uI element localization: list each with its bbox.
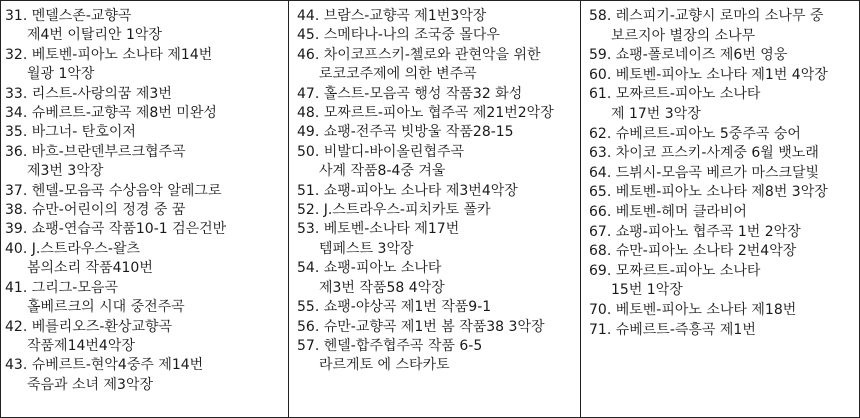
entry-first-line (589, 144, 859, 164)
music-entry (5, 85, 288, 104)
entry-first-line (589, 223, 859, 243)
entry-number: 44. (297, 8, 320, 24)
entry-first-line (589, 7, 859, 27)
entry-first-line (589, 301, 859, 321)
music-entry (589, 7, 859, 46)
entry-number: 69. (589, 262, 612, 279)
entry-title: 슈만-피아노 소나타 2번4악장 (615, 243, 797, 260)
music-entry (5, 220, 288, 239)
entry-first-line (297, 26, 580, 45)
entry-first-line (589, 85, 859, 105)
entry-title: 모짜르트-피아노 협주곡 제21번2악장 (323, 105, 554, 122)
entry-number: 43. (5, 357, 28, 374)
entry-title: 쇼팽-야상곡 제1번 작품9-1 (323, 299, 492, 316)
entry-first-line (589, 262, 859, 282)
entry-continuation-line: 15번 1악장 (611, 282, 683, 299)
entry-title: 비발디-바이올린협주곡 (323, 143, 465, 160)
music-entry (589, 66, 859, 86)
entry-title: 슈베르트-현악4중주 제14번 (31, 357, 204, 374)
entry-first-line (5, 143, 288, 162)
entry-continuation-line: 보르지아 별장의 소나무 (611, 27, 756, 44)
entry-first-line (297, 220, 580, 239)
entry-number: 50. (297, 143, 320, 160)
music-entry (589, 46, 859, 66)
music-entry (297, 7, 580, 26)
music-entry (5, 46, 288, 85)
music-entry (589, 125, 859, 145)
music-entry (297, 46, 580, 85)
entry-number: 55. (297, 299, 320, 316)
entry-title: 베토벤-헤머 클라비어 (615, 203, 747, 220)
entry-number: 68. (589, 243, 612, 260)
entry-first-line (5, 85, 288, 104)
entry-title: 베토벤-피아노 소나타 제8번 3악장 (615, 184, 828, 201)
entry-number: 54. (297, 260, 320, 277)
entry-continuation-line: 템페스트 3악장 (319, 240, 414, 257)
entry-title: 쇼팽-전주곡 빗방울 작품28-15 (323, 124, 514, 141)
entry-title: 베토벤-피아노 소나타 제14번 (31, 46, 213, 63)
music-entry (5, 182, 288, 201)
entry-continuation-line: 봄의소리 작품410번 (27, 260, 153, 277)
entry-first-line (297, 7, 580, 26)
music-entry (589, 301, 859, 321)
entry-number: 31. (5, 8, 28, 24)
entry-title: 베토벤-피아노 소나타 제18번 (615, 301, 797, 318)
entry-continuation-line: 월광 1악장 (27, 66, 95, 83)
music-entry (589, 262, 859, 301)
music-entry (297, 182, 580, 201)
entry-title: 슈베르트-피아노 5중주곡 숭어 (615, 125, 801, 142)
entry-title: 베를리오즈-환상교향곡 (31, 318, 173, 335)
entry-title: 바흐-브란덴부르크협주곡 (31, 143, 186, 160)
entry-first-line (297, 318, 580, 337)
entry-first-line (5, 104, 288, 123)
entry-first-line (589, 164, 859, 184)
entry-continuation-line: 작품제14번4악장 (27, 337, 135, 354)
column-2 (289, 1, 581, 417)
entry-number: 41. (5, 279, 28, 296)
entry-number: 63. (589, 145, 612, 162)
entry-number: 52. (297, 202, 320, 219)
entry-number: 51. (297, 182, 320, 199)
entry-continuation-line: 제4번 이탈리안 1악장 (27, 27, 162, 44)
entry-title: 슈만-교향곡 제1번 봄 작품38 3악장 (323, 318, 545, 335)
entry-title: 쇼팽-피아노 소나타 제3번4악장 (323, 182, 518, 199)
music-entry (297, 318, 580, 337)
entry-title: 그리그-모음곡 (31, 279, 118, 296)
entry-title: 스메타나-나의 조국중 몰다우 (323, 27, 500, 44)
entry-number: 42. (5, 318, 28, 335)
music-entry (5, 279, 288, 318)
column-3 (581, 1, 859, 417)
music-entry (589, 242, 859, 262)
music-entry (589, 203, 859, 223)
entry-first-line (589, 125, 859, 145)
entry-number: 48. (297, 105, 320, 122)
entry-first-line (297, 259, 580, 278)
entry-number: 53. (297, 221, 320, 238)
entry-number: 40. (5, 240, 28, 257)
music-entry (5, 201, 288, 220)
music-entry (589, 183, 859, 203)
entry-first-line (297, 46, 580, 65)
entry-continuation-line: 로코코주제에 의한 변주곡 (319, 66, 477, 83)
entry-title: 바그너- 탄호이저 (31, 124, 136, 141)
music-entry (297, 85, 580, 104)
entry-number: 62. (589, 125, 612, 142)
entry-number: 35. (5, 124, 28, 141)
entry-continuation-line: 사계 작품8-4중 겨울 (319, 163, 446, 180)
entry-number: 49. (297, 124, 320, 141)
entry-first-line (5, 318, 288, 337)
entry-first-line (5, 220, 288, 239)
entry-title: 슈베르트-교향곡 제8번 미완성 (31, 105, 217, 122)
entry-continuation-line: 제 17번 3악장 (611, 105, 701, 122)
music-entry (589, 164, 859, 184)
entry-number: 32. (5, 46, 28, 63)
entry-first-line (589, 203, 859, 223)
entry-first-line (5, 356, 288, 375)
entry-title: 쇼팽-연습곡 작품10-1 검은건반 (31, 221, 227, 238)
music-entry (297, 298, 580, 317)
entry-number: 45. (297, 27, 320, 44)
entry-first-line (5, 123, 288, 142)
entry-number: 36. (5, 143, 28, 160)
entry-title: 리스트-사랑의꿈 제3번 (31, 85, 172, 102)
entry-number: 66. (589, 203, 612, 220)
entry-first-line (589, 66, 859, 86)
music-entry (297, 143, 580, 182)
entry-number: 58. (589, 8, 612, 24)
entry-title: 홀스트-모음곡 행성 작품32 화성 (323, 85, 523, 102)
music-entry (5, 123, 288, 142)
entry-first-line (5, 240, 288, 259)
music-entry (297, 201, 580, 220)
music-entry (5, 104, 288, 123)
entry-first-line (589, 242, 859, 262)
entry-first-line (5, 201, 288, 220)
music-entry (297, 123, 580, 142)
music-entry (589, 223, 859, 243)
entry-continuation-line: 라르게토 에 스타카토 (319, 357, 450, 374)
entry-continuation-line: 죽음과 소녀 제3악장 (27, 376, 153, 393)
entry-title: J.스트라우스-피치카토 폴카 (323, 202, 491, 219)
entry-title: 차이코프스키-첼로와 관현악을 위한 (323, 46, 541, 63)
entry-title: 헨델-모음곡 수상음악 알레그로 (31, 182, 222, 199)
entry-number: 37. (5, 182, 28, 199)
music-entry (5, 143, 288, 182)
entry-title: 베토벤-소나타 제17번 (323, 221, 460, 238)
entry-first-line (297, 104, 580, 123)
entry-number: 64. (589, 164, 612, 181)
music-entry (297, 26, 580, 45)
music-entry (589, 321, 859, 341)
entry-title: 헨델-합주협주곡 작품 6-5 (323, 337, 483, 354)
entry-title: 쇼팽-피아노 협주곡 1번 2악장 (615, 223, 801, 240)
entry-first-line (297, 123, 580, 142)
music-entry (5, 7, 288, 46)
entry-title: 멘델스존-교향곡 (31, 8, 132, 24)
music-entry (5, 318, 288, 357)
entry-number: 47. (297, 85, 320, 102)
entry-title: 쇼팽-폴로네이즈 제6번 영웅 (615, 47, 788, 64)
entry-title: 차이코 프스키-사계중 6월 뱃노래 (615, 145, 819, 162)
music-entry (297, 220, 580, 259)
music-entry (589, 144, 859, 164)
entry-first-line (297, 298, 580, 317)
entry-title: 레스피기-교향시 로마의 소나무 중 (615, 8, 824, 24)
entry-continuation-line: 홀베르크의 시대 중전주곡 (27, 299, 185, 316)
entry-number: 33. (5, 85, 28, 102)
entry-title: 드뷔시-모음곡 베르가 마스크달빛 (615, 164, 820, 181)
entry-first-line (5, 7, 288, 26)
entry-continuation-line: 제3번 작품58 4악장 (319, 279, 445, 296)
entry-title: 베토벤-피아노 소나타 제1번 4악장 (615, 66, 828, 83)
entry-number: 34. (5, 105, 28, 122)
entry-title: J.스트라우스-왈츠 (31, 240, 141, 257)
entry-number: 60. (589, 66, 612, 83)
music-entry (297, 104, 580, 123)
entry-first-line (297, 85, 580, 104)
entry-title: 슈만-어린이의 정경 중 꿈 (31, 202, 186, 219)
music-entry (297, 337, 580, 376)
entry-first-line (297, 143, 580, 162)
column-1 (1, 1, 289, 417)
entry-number: 38. (5, 202, 28, 219)
entry-title: 모짜르트-피아노 소나타 (615, 86, 761, 103)
entry-number: 59. (589, 47, 612, 64)
entry-number: 57. (297, 337, 320, 354)
entry-title: 모짜르트-피아노 소나타 (615, 262, 761, 279)
entry-first-line (589, 321, 859, 341)
entry-number: 46. (297, 46, 320, 63)
entry-number: 39. (5, 221, 28, 238)
entry-first-line (589, 46, 859, 66)
music-entry (5, 356, 288, 395)
music-entry (5, 240, 288, 279)
entry-number: 70. (589, 301, 612, 318)
entry-first-line (5, 279, 288, 298)
entry-continuation-line: 제3번 3악장 (27, 163, 104, 180)
entry-number: 56. (297, 318, 320, 335)
entry-first-line (5, 182, 288, 201)
entry-number: 71. (589, 321, 612, 338)
entry-title: 브람스-교향곡 제1번3악장 (323, 8, 487, 24)
entry-number: 61. (589, 86, 612, 103)
entry-title: 슈베르트-즉흥곡 제1번 (615, 321, 756, 338)
entry-first-line (297, 201, 580, 220)
entry-number: 67. (589, 223, 612, 240)
entry-first-line (297, 337, 580, 356)
entry-first-line (5, 46, 288, 65)
entry-title: 쇼팽-피아노 소나타 (323, 260, 442, 277)
music-entry (297, 259, 580, 298)
music-entry (589, 85, 859, 124)
entry-first-line (589, 183, 859, 203)
entry-number: 65. (589, 184, 612, 201)
entry-first-line (297, 182, 580, 201)
